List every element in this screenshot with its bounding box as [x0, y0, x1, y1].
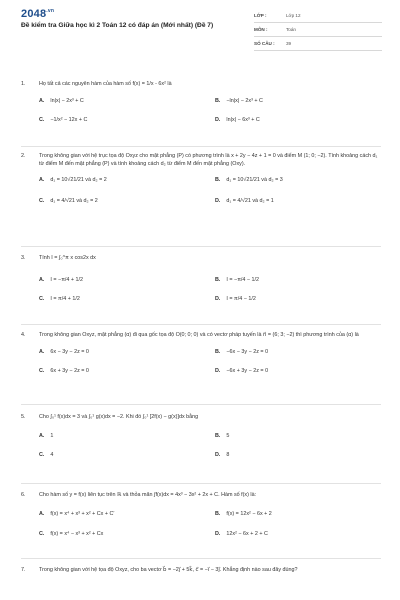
option-text: −1/x² − 12x + C [50, 117, 88, 124]
question-5 [21, 413, 381, 465]
option-key: B. [215, 511, 221, 518]
option-d[interactable] [215, 367, 268, 375]
option-text: d₁ = 4/√21 và d₂ = 2 [50, 198, 98, 205]
option-key: B. [215, 349, 221, 356]
divider [21, 324, 381, 325]
option-text: 8 [226, 452, 230, 459]
question-text: Trong không gian với hệ tọa độ Oxyz, cho ba vectơ b⃗ = −2j⃗ + 5k⃗, c⃗ = −i⃗ − 3j⃗. Khẳng định nào sau đây đúng? [39, 567, 298, 573]
option-key: B. [215, 433, 221, 440]
option-b[interactable] [215, 97, 263, 105]
divider [21, 558, 381, 559]
option-key: D. [215, 117, 221, 124]
option-text: f(x) = x⁴ + x³ + x² + Cx + C′ [50, 511, 115, 518]
option-a[interactable] [39, 176, 107, 184]
question-number: 3. [21, 255, 26, 261]
option-key: C. [39, 117, 45, 124]
meta-label: LỚP : [254, 13, 267, 18]
option-text: 5 [226, 433, 230, 440]
divider [21, 246, 381, 247]
option-b[interactable] [215, 510, 272, 518]
question-3 [21, 254, 381, 306]
meta-value: 39 [286, 41, 292, 46]
document-meta-table [254, 9, 382, 51]
option-d[interactable] [215, 295, 256, 303]
option-key: D. [215, 198, 221, 205]
option-text: ln|x| − 6x³ + C [226, 117, 260, 124]
option-key: D. [215, 368, 221, 375]
option-key: D. [215, 531, 221, 538]
option-key: A. [39, 177, 45, 184]
option-key: A. [39, 98, 45, 105]
meta-label: MÔN : [254, 27, 268, 32]
meta-value: Toán [286, 27, 296, 32]
option-text: 4 [50, 452, 54, 459]
meta-row-class [254, 9, 382, 23]
divider [21, 146, 381, 147]
option-a[interactable] [39, 276, 83, 284]
option-c[interactable] [39, 295, 80, 303]
option-key: C. [39, 368, 45, 375]
question-6 [21, 491, 381, 543]
question-text: Họ tất cả các nguyên hàm của hàm số f(x) = 1/x - 6x² là [39, 81, 172, 87]
option-text: f(x) = 12x² − 6x + 2 [226, 511, 272, 518]
option-d[interactable] [215, 451, 229, 459]
option-text: d₁ = 10√21/21 và d₂ = 2 [50, 177, 107, 184]
option-d[interactable] [215, 116, 260, 124]
option-c[interactable] [39, 197, 98, 205]
question-number: 5. [21, 414, 26, 420]
option-c[interactable] [39, 530, 103, 538]
question-text: Trong không gian Oxyz, mặt phẳng (α) đi qua gốc tọa độ O(0; 0; 0) và có vectơ pháp tuyến là n⃗ = (6; 3; −2) thì phương trình của (α) là [39, 332, 359, 338]
meta-row-subject [254, 23, 382, 37]
option-key: B. [215, 177, 221, 184]
option-text: d₁ = 4/√21 và d₂ = 1 [226, 198, 274, 205]
option-text: −ln|x| − 2x³ + C [226, 98, 263, 105]
question-number: 4. [21, 332, 26, 338]
option-key: B. [215, 277, 221, 284]
option-b[interactable] [215, 432, 229, 440]
option-text: 12x² − 6x + 2 + C [226, 531, 268, 538]
meta-row-count [254, 37, 382, 51]
option-key: A. [39, 277, 45, 284]
option-text: 1 [50, 433, 54, 440]
option-key: A. [39, 349, 45, 356]
option-key: A. [39, 433, 45, 440]
question-text: Cho hàm số y = f(x) liên tục trên ℝ và thỏa mãn ∫f(x)dx = 4x³ − 3x² + 2x + C. Hàm số f(x) là: [39, 492, 257, 498]
logo-text: 2048 [21, 8, 47, 20]
option-a[interactable] [39, 348, 89, 356]
question-text: Trong không gian với hệ trục tọa độ Oxyz cho mặt phẳng (P) có phương trình là x + 2y − 4z + 1 = 0 và điểm M (1; 0; −2). Tính khoảng cách d₁ từ điểm M đến mặt phẳng (P) và tính khoảng cách d₂ từ điểm M đến mặt phẳng (Oxy). [39, 153, 378, 168]
question-number: 6. [21, 492, 26, 498]
option-b[interactable] [215, 276, 259, 284]
option-a[interactable] [39, 97, 84, 105]
question-2 [21, 152, 381, 212]
option-text: ln|x| − 2x³ + C [50, 98, 84, 105]
option-key: A. [39, 511, 45, 518]
option-text: −6x − 3y − 2z = 0 [226, 349, 269, 356]
option-text: 6x − 3y − 2z = 0 [50, 349, 89, 356]
document-title: Đề kiểm tra Giữa học kì 2 Toán 12 có đáp án (Mới nhất) (Đề 7) [21, 22, 214, 29]
option-a[interactable] [39, 510, 114, 518]
option-c[interactable] [39, 116, 87, 124]
question-1 [21, 80, 381, 128]
option-key: C. [39, 198, 45, 205]
option-text: I = π/4 + 1/2 [50, 296, 80, 303]
question-text: Cho ∫₀¹ f(x)dx = 3 và ∫₀¹ g(x)dx = −2. Khi đó ∫₀¹ [2f(x) − g(x)]dx bằng [39, 414, 199, 420]
option-key: D. [215, 296, 221, 303]
option-key: C. [39, 296, 45, 303]
option-key: D. [215, 452, 221, 459]
question-4 [21, 331, 381, 379]
option-c[interactable] [39, 451, 53, 459]
option-key: B. [215, 98, 221, 105]
option-key: C. [39, 452, 45, 459]
question-number: 1. [21, 81, 26, 87]
question-text: Tính I = ∫₀^π x cos2x dx [39, 255, 96, 261]
option-b[interactable] [215, 176, 283, 184]
option-d[interactable] [215, 530, 268, 538]
divider [21, 404, 381, 405]
question-number: 7. [21, 567, 26, 573]
question-number: 2. [21, 153, 26, 159]
option-text: d₁ = 10√21/21 và d₂ = 3 [226, 177, 283, 184]
option-b[interactable] [215, 348, 268, 356]
option-text: −6x + 3y − 2z = 0 [226, 368, 269, 375]
question-7 [21, 566, 381, 574]
option-c[interactable] [39, 367, 89, 375]
option-key: C. [39, 531, 45, 538]
divider [21, 483, 381, 484]
logo-suffix: .vn [46, 8, 55, 14]
site-logo[interactable] [21, 8, 54, 20]
option-text: I = −π/4 + 1/2 [50, 277, 84, 284]
option-d[interactable] [215, 197, 274, 205]
option-text: 6x + 3y − 2z = 0 [50, 368, 89, 375]
meta-value: Lớp 12 [286, 13, 301, 18]
option-text: I = −π/4 − 1/2 [226, 277, 260, 284]
option-text: I = π/4 − 1/2 [226, 296, 256, 303]
meta-label: SỐ CÂU : [254, 41, 275, 46]
option-text: f(x) = x⁴ − x³ + x² + Cx [50, 531, 104, 538]
option-a[interactable] [39, 432, 53, 440]
